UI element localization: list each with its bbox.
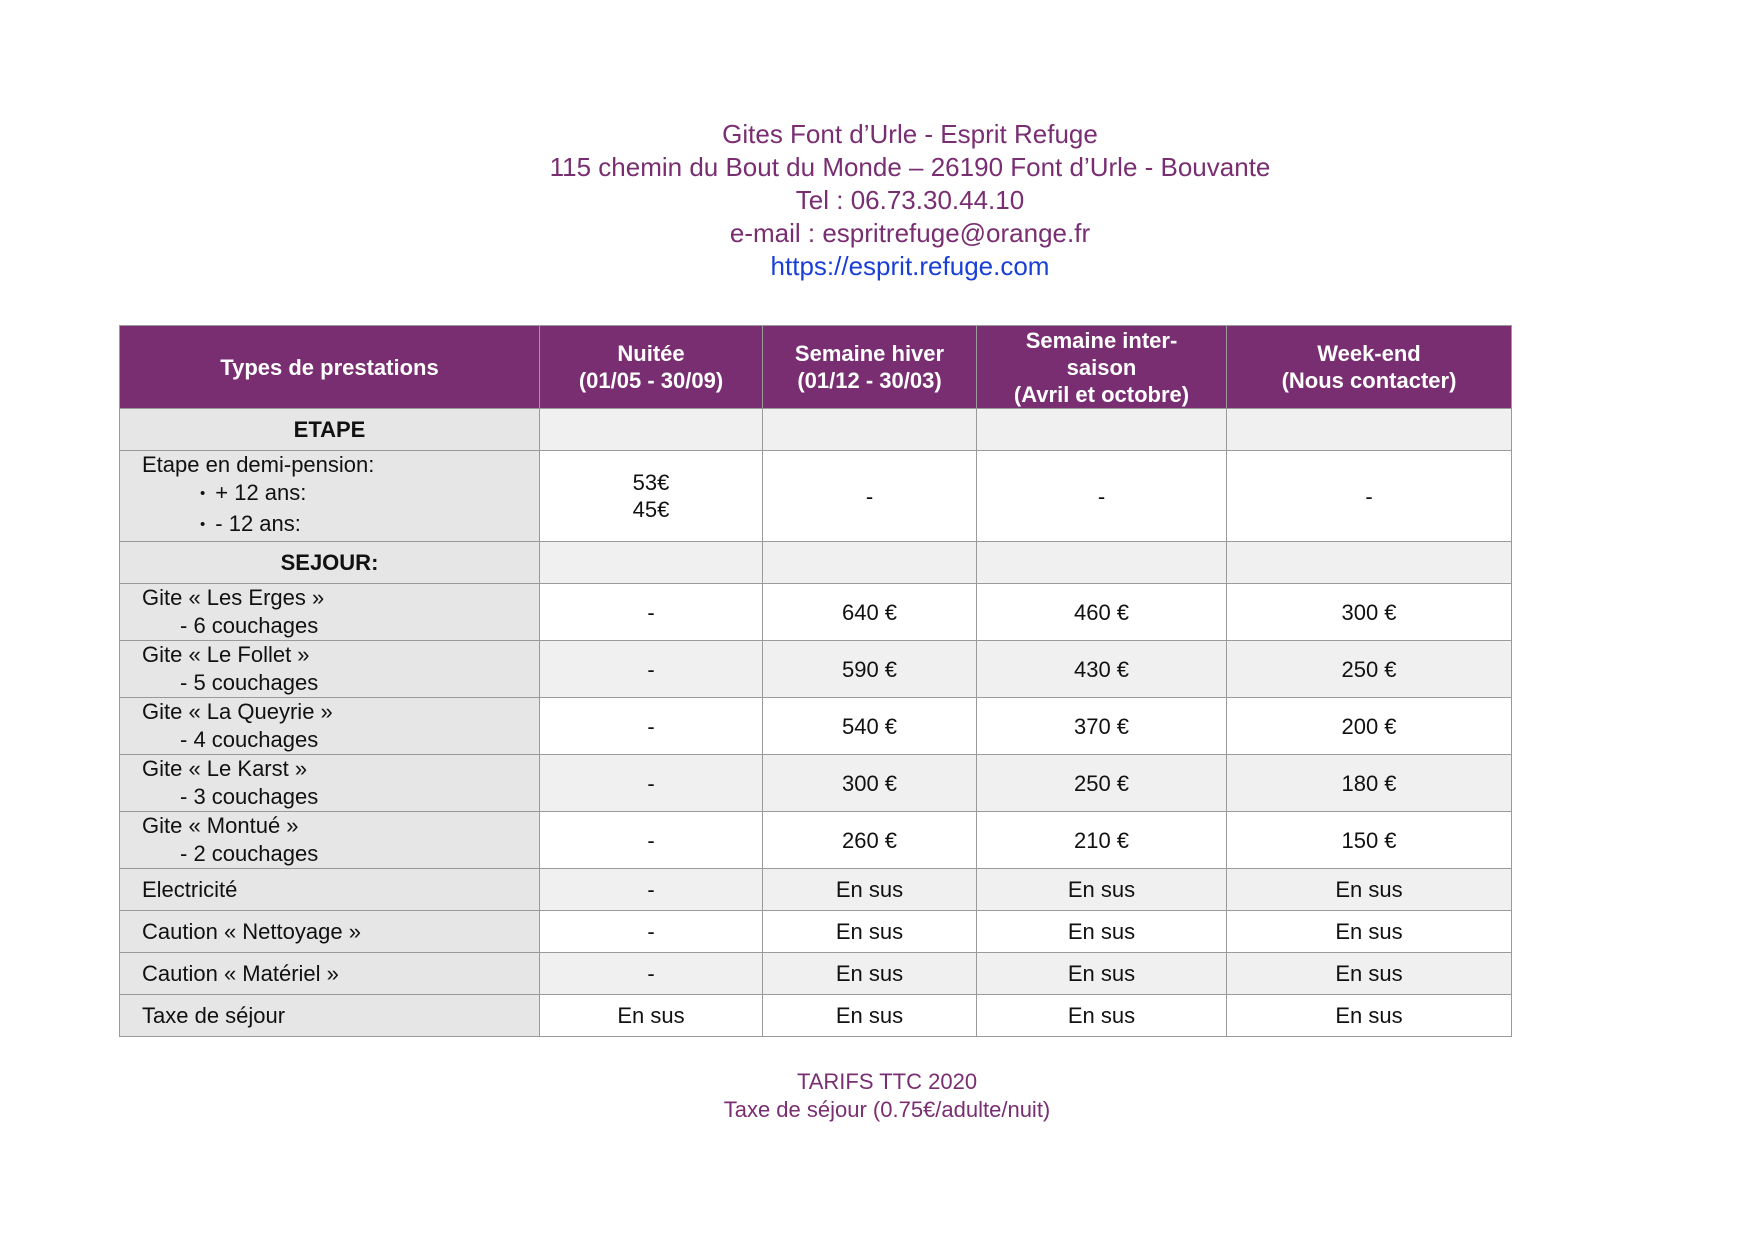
gite-capacity: - 6 couchages [180, 613, 319, 638]
column-header-semaine-hiver: Semaine hiver (01/12 - 30/03) [763, 326, 977, 409]
row-label [120, 641, 540, 698]
price-under-12: 45€ [632, 497, 670, 522]
gite-capacity: - 4 couchages [180, 727, 319, 752]
cell-weekend: 180 € [1227, 755, 1512, 812]
cell-inter: En sus [977, 953, 1227, 995]
table-header-row [120, 326, 1512, 409]
row-label: Electricité [120, 869, 540, 911]
section-label: ETAPE [120, 409, 540, 451]
row-label [120, 755, 540, 812]
table-row [120, 869, 1512, 911]
demi-pension-label: Etape en demi-pension: [142, 452, 375, 477]
table-row [120, 911, 1512, 953]
cell-nuitee: - [540, 698, 763, 755]
cell-nuitee: - [540, 812, 763, 869]
column-header-week-end: Week-end (Nous contacter) [1227, 326, 1512, 409]
column-header-inter-saison: Semaine inter- saison (Avril et octobre) [977, 326, 1227, 409]
cell-hiver: 260 € [763, 812, 977, 869]
column-header-nuitee: Nuitée (01/05 - 30/09) [540, 326, 763, 409]
cell-nuitee: - [540, 641, 763, 698]
cell-inter: - [977, 451, 1227, 542]
cell-nuitee: - [540, 869, 763, 911]
business-address: 115 chemin du Bout du Monde – 26190 Font d’Urle - Bouvante [549, 152, 1271, 182]
gite-capacity: - 3 couchages [180, 784, 319, 809]
cell-inter: 430 € [977, 641, 1227, 698]
table-row [120, 698, 1512, 755]
pricing-footnote [0, 1068, 1754, 1124]
cell-hiver: 300 € [763, 755, 977, 812]
section-row-etape [120, 409, 1512, 451]
column-header-types: Types de prestations [120, 326, 540, 409]
cell-hiver: 590 € [763, 641, 977, 698]
business-phone: Tel : 06.73.30.44.10 [795, 185, 1025, 215]
cell-weekend: En sus [1227, 995, 1512, 1037]
cell-weekend: 150 € [1227, 812, 1512, 869]
cell-inter: En sus [977, 911, 1227, 953]
cell-weekend: En sus [1227, 953, 1512, 995]
gite-name: Gite « Montué » [142, 813, 299, 838]
cell-hiver: En sus [763, 869, 977, 911]
cell-nuitee: En sus [540, 995, 763, 1037]
table-row-demi-pension [120, 451, 1512, 542]
cell-inter: 370 € [977, 698, 1227, 755]
bullet-under-12: • - 12 ans: [142, 510, 539, 541]
cell-hiver: En sus [763, 911, 977, 953]
cell-inter: 210 € [977, 812, 1227, 869]
cell-inter: En sus [977, 995, 1227, 1037]
table-row [120, 584, 1512, 641]
gite-capacity: - 5 couchages [180, 670, 319, 695]
gite-name: Gite « La Queyrie » [142, 699, 333, 724]
letterhead [0, 118, 1754, 283]
cell-hiver: - [763, 451, 977, 542]
table-row [120, 641, 1512, 698]
cell-nuitee: - [540, 953, 763, 995]
row-label: Caution « Matériel » [120, 953, 540, 995]
business-name: Gites Font d’Urle - Esprit Refuge [722, 119, 1098, 149]
tariff-year: TARIFS TTC 2020 [796, 1069, 978, 1094]
business-email: e-mail : espritrefuge@orange.fr [729, 218, 1091, 248]
gite-capacity: - 2 couchages [180, 841, 319, 866]
cell-hiver: 640 € [763, 584, 977, 641]
section-label: SEJOUR: [120, 542, 540, 584]
section-row-sejour [120, 542, 1512, 584]
table-row [120, 953, 1512, 995]
cell-nuitee [540, 451, 763, 542]
table-row [120, 995, 1512, 1037]
cell-inter: 250 € [977, 755, 1227, 812]
table-row [120, 812, 1512, 869]
row-label [120, 451, 540, 542]
bullet-over-12: • + 12 ans: [142, 479, 539, 510]
cell-weekend: 200 € [1227, 698, 1512, 755]
row-label [120, 584, 540, 641]
cell-inter: 460 € [977, 584, 1227, 641]
row-label: Caution « Nettoyage » [120, 911, 540, 953]
tourist-tax-note: Taxe de séjour (0.75€/adulte/nuit) [723, 1097, 1051, 1122]
cell-weekend: 300 € [1227, 584, 1512, 641]
gite-name: Gite « Les Erges » [142, 585, 325, 610]
row-label [120, 812, 540, 869]
cell-nuitee: - [540, 755, 763, 812]
cell-weekend: - [1227, 451, 1512, 542]
row-label: Taxe de séjour [120, 995, 540, 1037]
cell-hiver: 540 € [763, 698, 977, 755]
row-label [120, 698, 540, 755]
cell-hiver: En sus [763, 953, 977, 995]
gite-name: Gite « Le Karst » [142, 756, 308, 781]
price-over-12: 53€ [632, 470, 670, 495]
gite-name: Gite « Le Follet » [142, 642, 310, 667]
website-link[interactable]: https://esprit.refuge.com [770, 251, 1050, 281]
cell-weekend: En sus [1227, 869, 1512, 911]
table-row [120, 755, 1512, 812]
price-table [119, 325, 1512, 1037]
cell-hiver: En sus [763, 995, 977, 1037]
cell-weekend: 250 € [1227, 641, 1512, 698]
cell-weekend: En sus [1227, 911, 1512, 953]
cell-inter: En sus [977, 869, 1227, 911]
cell-nuitee: - [540, 584, 763, 641]
cell-nuitee: - [540, 911, 763, 953]
